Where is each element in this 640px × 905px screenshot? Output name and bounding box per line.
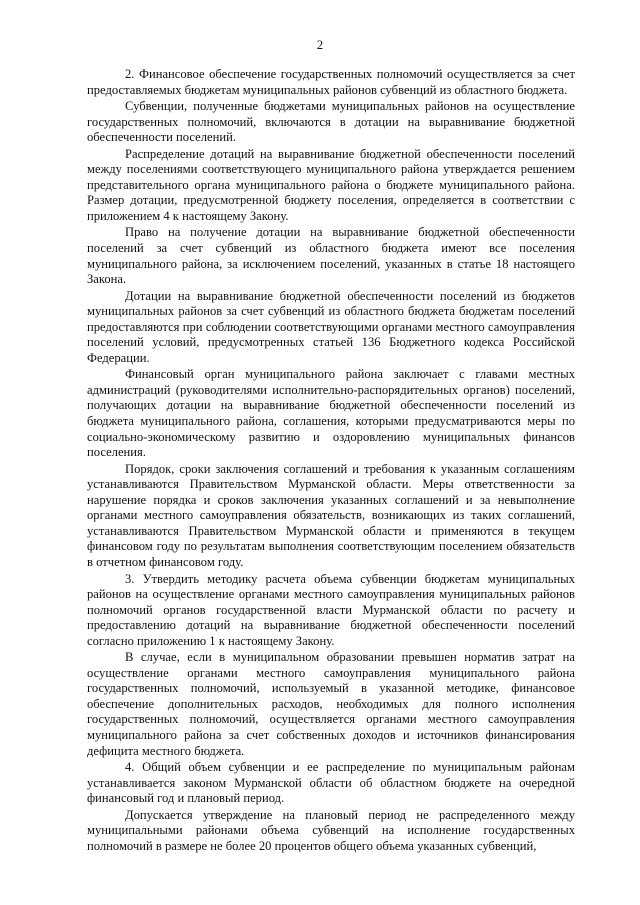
paragraph-5: Дотации на выравнивание бюджетной обеспеченности поселений из бюджетов муниципальных районов за счет субвенций из областного бюджета бюджетам поселений предоставляются при соблюдении соответствующими органами местного самоуправления поселений условий, предусмотренных статьей 136 Бюджетного кодекса Российской Федерации.: [87, 288, 575, 365]
paragraph-9: В случае, если в муниципальном образовании превышен норматив затрат на осуществление органами местного самоуправления муниципального района государственных полномочий, используемый в указанной методике, финансовое обеспечение дополнительных расходов, необходимых для полного исполнения государственных полномочий, осуществляется органами местного самоуправления муниципального района за счет собственных доходов и источников финансирования дефицита местного бюджета.: [87, 650, 575, 758]
paragraph-4: Право на получение дотации на выравнивание бюджетной обеспеченности поселений за счет субвенций из областного бюджета имеют все поселения муниципального района, за исключением поселений, указанных в статье 18 настоящего Закона.: [87, 225, 575, 287]
paragraph-11: Допускается утверждение на плановый период не распределенного между муниципальными районами объема субвенций на исполнение государственных полномочий в размере не более 20 процентов общего объема указанных субвенций,: [87, 807, 575, 853]
paragraph-3: Распределение дотаций на выравнивание бюджетной обеспеченности поселений между поселениями соответствующего муниципального района утверждается решением представительного органа муниципального района о бюджете муниципального района. Размер дотации, предусмотренной бюджету поселения, определяется в соответствии с приложением 4 к настоящему Закону.: [87, 146, 575, 223]
paragraph-7: Порядок, сроки заключения соглашений и требования к указанным соглашениям устанавливаются Правительством Мурманской области. Меры ответственности за нарушение порядка и сроков заключения указанных соглашений и за невыполнение органами местного самоуправления обязательств, возникающих из таких соглашений, устанавливаются Правительством Мурманской области и применяются в текущем финансовом году по результатам выполнения соответствующим поселением обязательств в отчетном финансовом году.: [87, 461, 575, 569]
document-body: [87, 67, 575, 855]
page-number: 2: [316, 38, 324, 52]
paragraph-10: 4. Общий объем субвенции и ее распределение по муниципальным районам устанавливается законом Мурманской области об областном бюджете на очередной финансовый год и плановый период.: [87, 760, 575, 806]
paragraph-6: Финансовый орган муниципального района заключает с главами местных администраций (руководителями исполнительно-распорядительных органов) поселений, получающих дотации на выравнивание бюджетной обеспеченности поселений из бюджета муниципального района, соглашения, которыми предусматриваются меры по социально-экономическому развитию и оздоровлению муниципальных финансов поселения.: [87, 367, 575, 460]
paragraph-2: Субвенции, полученные бюджетами муниципальных районов на осуществление государственных полномочий, включаются в дотации на выравнивание бюджетной обеспеченности поселений.: [87, 99, 575, 145]
paragraph-1: 2. Финансовое обеспечение государственных полномочий осуществляется за счет предоставляемых бюджетам муниципальных районов субвенций из областного бюджета.: [87, 67, 575, 97]
paragraph-8: 3. Утвердить методику расчета объема субвенции бюджетам муниципальных районов на осуществление органами местного самоуправления муниципальных районов полномочий органов государственной власти Мурманской области по расчету и предоставлению дотаций на выравнивание бюджетной обеспеченности поселений согласно приложению 1 к настоящему Закону.: [87, 571, 575, 648]
